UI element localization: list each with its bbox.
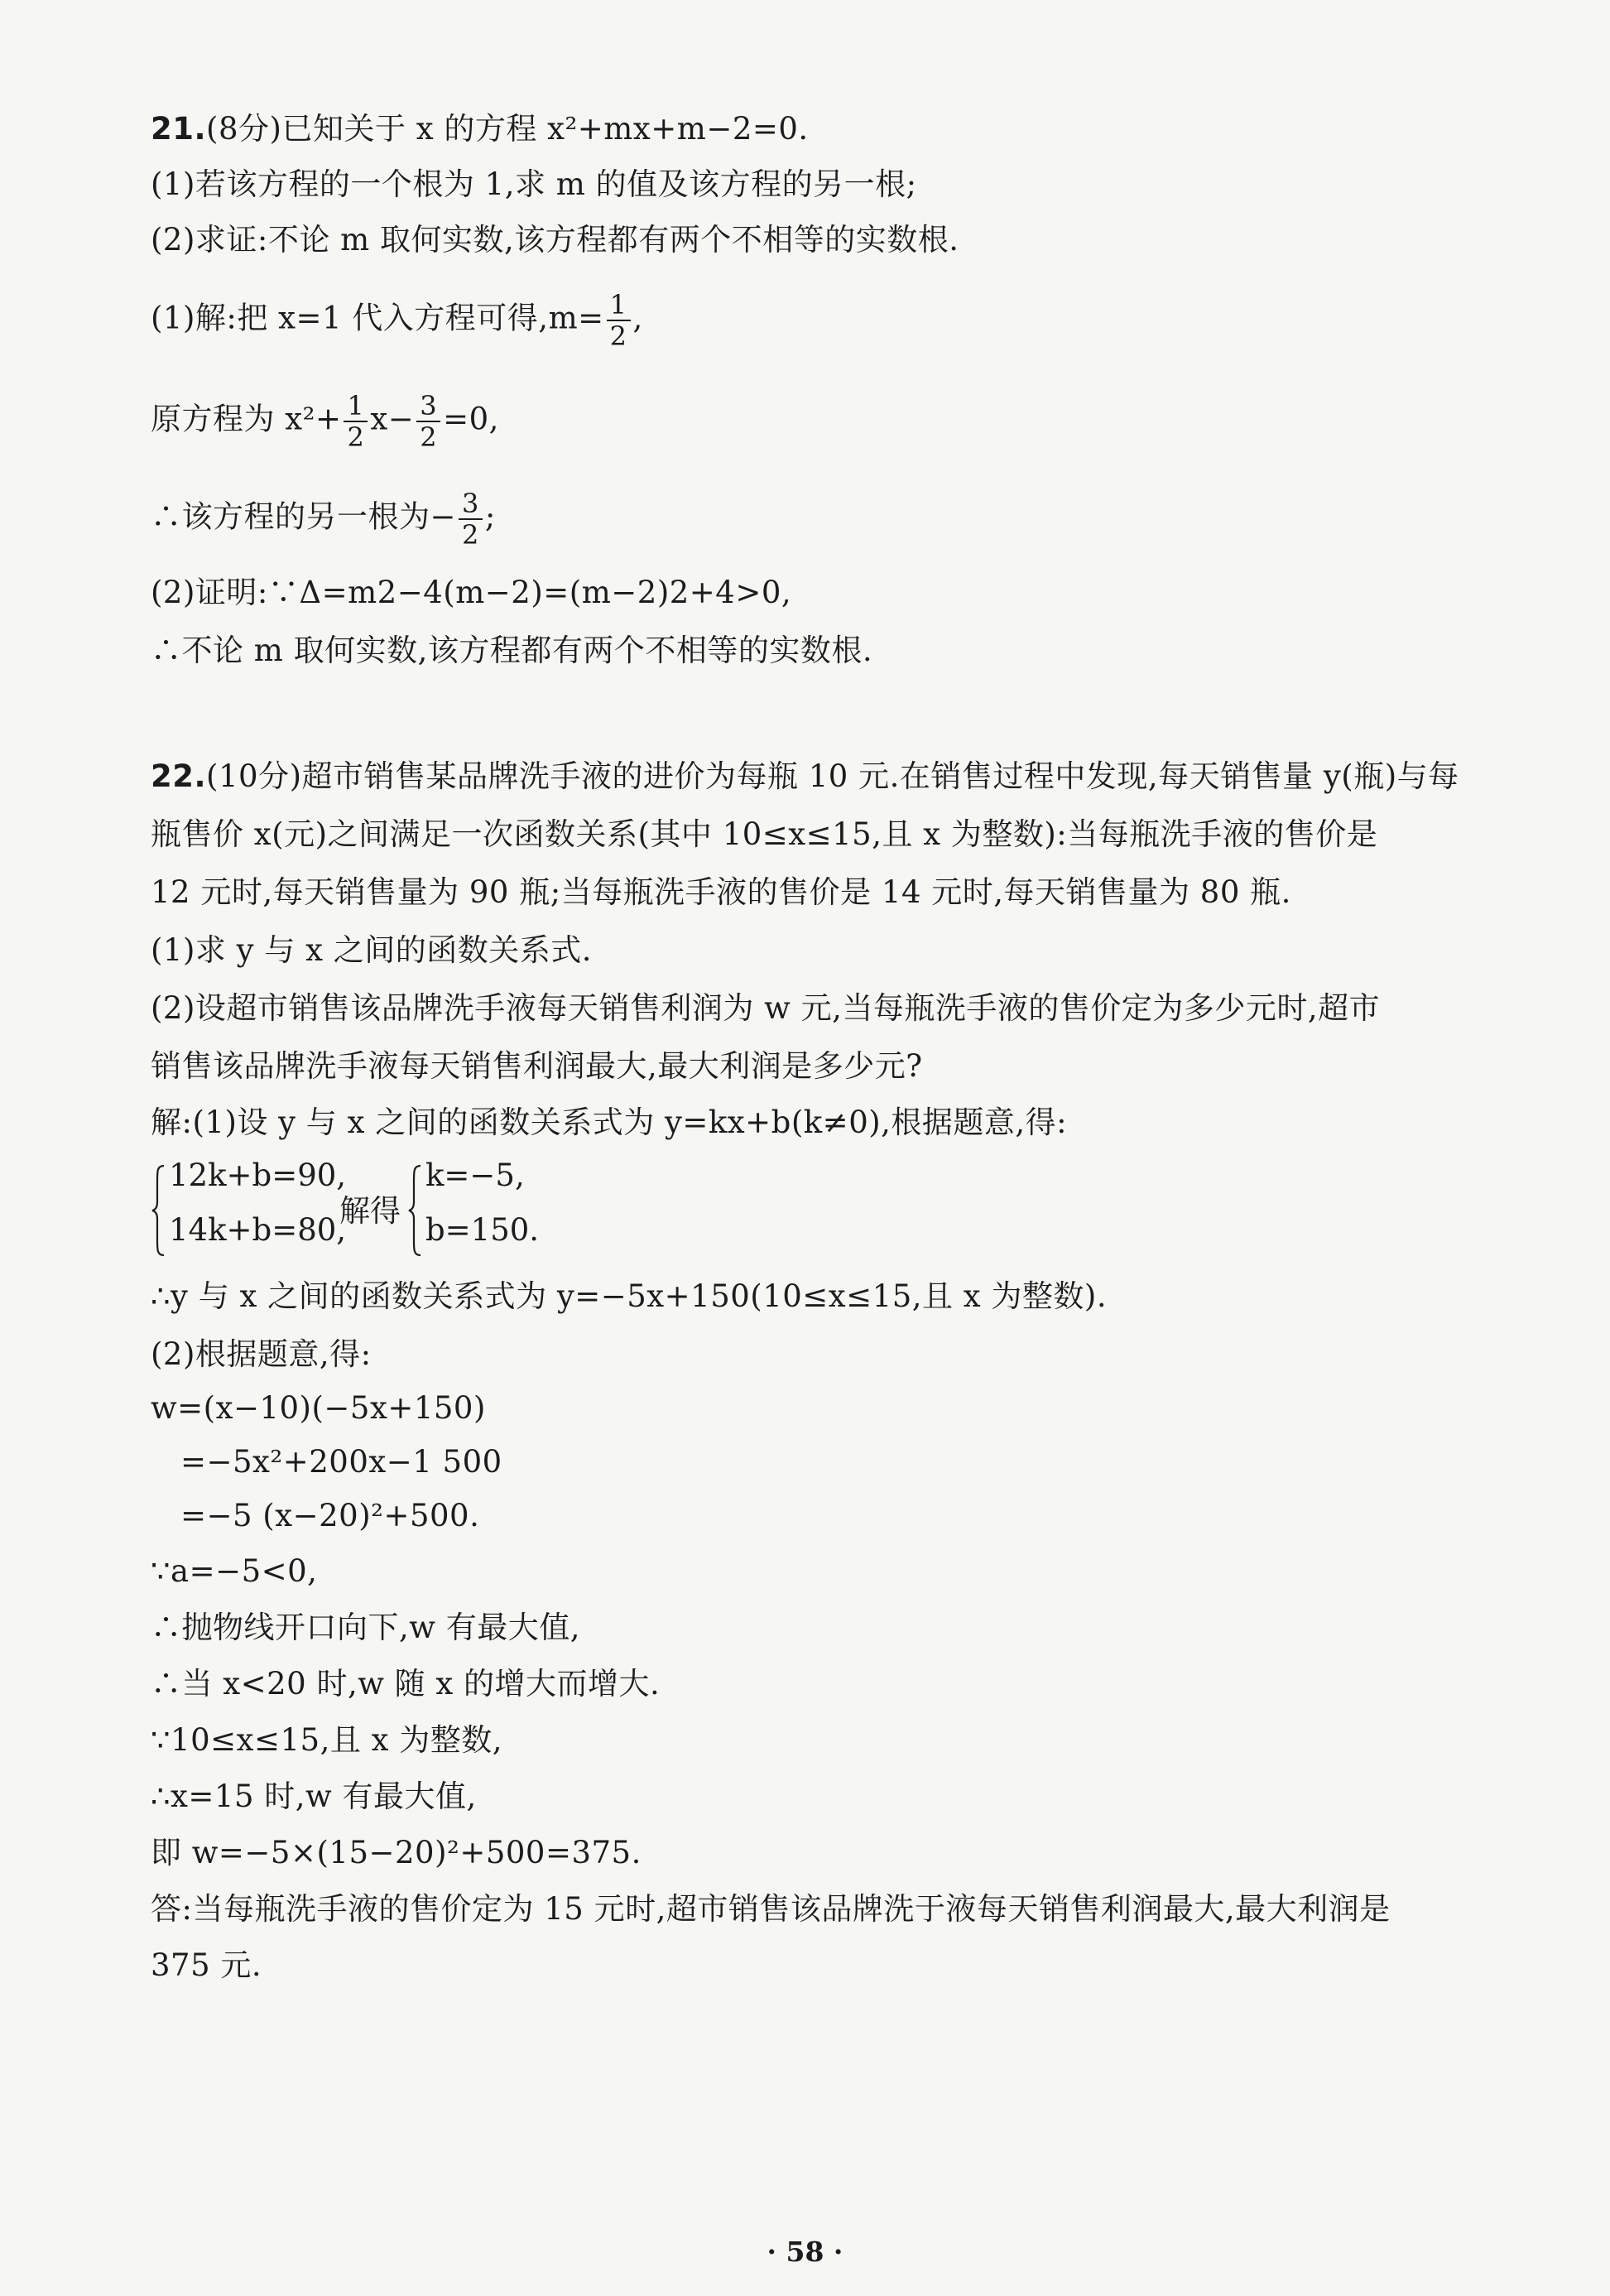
- q22-number: 22.: [151, 758, 207, 794]
- fraction-numerator: 1: [344, 391, 368, 422]
- q22-step-2: ∴抛物线开口向下,w 有最大值,: [151, 1610, 580, 1645]
- q22-solution-2: ∴y 与 x 之间的函数关系式为 y=−5x+150(10≤x≤15,且 x 为整数).: [151, 1278, 1108, 1314]
- fraction-numerator: 3: [459, 489, 483, 520]
- q21-sol1-fraction: [607, 290, 631, 351]
- q22-w-line-3: =−5 (x−20)²+500.: [180, 1498, 480, 1533]
- q22-stem-text: (10分)超市销售某品牌洗手液的进价为每瓶 10 元.在销售过程中发现,每天销售量 y(瓶)与每: [206, 758, 1459, 794]
- q22-step-4: ∵10≤x≤15,且 x 为整数,: [151, 1722, 502, 1758]
- fraction-numerator: 1: [607, 290, 631, 321]
- q22-step-6: 即 w=−5×(15−20)²+500=375.: [151, 1835, 642, 1870]
- system-left-row-2: 14k+b=80,: [169, 1212, 347, 1248]
- q21-eq-prefix: 原方程为 x²+: [151, 401, 342, 437]
- q21-root-prefix: ∴该方程的另一根为−: [151, 498, 457, 535]
- system-left-row-1: 12k+b=90,: [169, 1158, 347, 1193]
- q22-w-line-1: w=(x−10)(−5x+150): [151, 1390, 486, 1426]
- q21-root-fraction: [459, 489, 483, 550]
- q21-sol1-suffix: ,: [632, 300, 643, 336]
- q21-eq-fraction-1: [344, 391, 368, 452]
- fraction-denominator: 2: [347, 421, 365, 453]
- q22-solution-1: 解:(1)设 y 与 x 之间的函数关系式为 y=kx+b(k≠0),根据题意,得:: [151, 1105, 1068, 1140]
- q22-part1: (1)求 y 与 x 之间的函数关系式.: [151, 932, 592, 968]
- q22-stem-3: 12 元时,每天销售量为 90 瓶;当每瓶洗手液的售价是 14 元时,每天销售量为 80 瓶.: [151, 874, 1291, 910]
- system-solve-label: 解得: [339, 1193, 401, 1229]
- q21-eq-fraction-2: [416, 391, 440, 452]
- q21-eq-mid: x−: [370, 401, 415, 437]
- q22-solution-3: (2)根据题意,得:: [151, 1336, 372, 1372]
- q21-stem-text: (8分)已知关于 x 的方程 x²+mx+m−2=0.: [206, 111, 809, 147]
- q22-equation-system: [151, 1158, 730, 1265]
- left-brace-icon: [407, 1164, 422, 1257]
- fraction-numerator: 3: [416, 391, 440, 422]
- q21-part1: (1)若该方程的一个根为 1,求 m 的值及该方程的另一根;: [151, 166, 917, 202]
- q22-stem-1: [151, 755, 1494, 798]
- q22-answer-1: 答:当每瓶洗手液的售价定为 15 元时,超市销售该品牌洗于液每天销售利润最大,最大利润是: [151, 1891, 1391, 1927]
- q21-root-suffix: ;: [484, 498, 496, 535]
- q21-solution-1: [151, 290, 1494, 351]
- fraction-denominator: 2: [462, 519, 479, 551]
- q21-part2: (2)求证:不论 m 取何实数,该方程都有两个不相等的实数根.: [151, 222, 959, 258]
- page-number: · 58 ·: [767, 2236, 843, 2268]
- q21-stem: [151, 108, 1494, 151]
- q21-other-root: [151, 489, 1494, 550]
- q21-number: 21.: [151, 111, 207, 147]
- system-right-row-2: b=150.: [425, 1212, 540, 1248]
- q22-step-5: ∴x=15 时,w 有最大值,: [151, 1779, 477, 1814]
- q21-proof-2: ∴不论 m 取何实数,该方程都有两个不相等的实数根.: [151, 633, 873, 668]
- q22-answer-2: 375 元.: [151, 1947, 262, 1983]
- q22-step-1: ∵a=−5<0,: [151, 1553, 318, 1589]
- q21-sol1-prefix: (1)解:把 x=1 代入方程可得,m=: [151, 300, 604, 336]
- q21-eq-suffix: =0,: [443, 401, 499, 437]
- q22-part2-a: (2)设超市销售该品牌洗手液每天销售利润为 w 元,当每瓶洗手液的售价定为多少元时,超市: [151, 990, 1381, 1026]
- fraction-denominator: 2: [609, 320, 627, 352]
- q21-equation: [151, 391, 1494, 452]
- fraction-denominator: 2: [420, 421, 438, 453]
- q22-step-3: ∴当 x<20 时,w 随 x 的增大而增大.: [151, 1666, 661, 1702]
- q21-proof-1: (2)证明:∵Δ=m2−4(m−2)=(m−2)2+4>0,: [151, 575, 792, 610]
- q22-part2-b: 销售该品牌洗手液每天销售利润最大,最大利润是多少元?: [151, 1048, 923, 1084]
- system-right-row-1: k=−5,: [425, 1158, 525, 1193]
- left-brace-icon: [151, 1164, 166, 1257]
- q22-stem-2: 瓶售价 x(元)之间满足一次函数关系(其中 10≤x≤15,且 x 为整数):当每瓶洗手液的售价是: [151, 816, 1378, 852]
- q22-w-line-2: =−5x²+200x−1 500: [180, 1444, 502, 1480]
